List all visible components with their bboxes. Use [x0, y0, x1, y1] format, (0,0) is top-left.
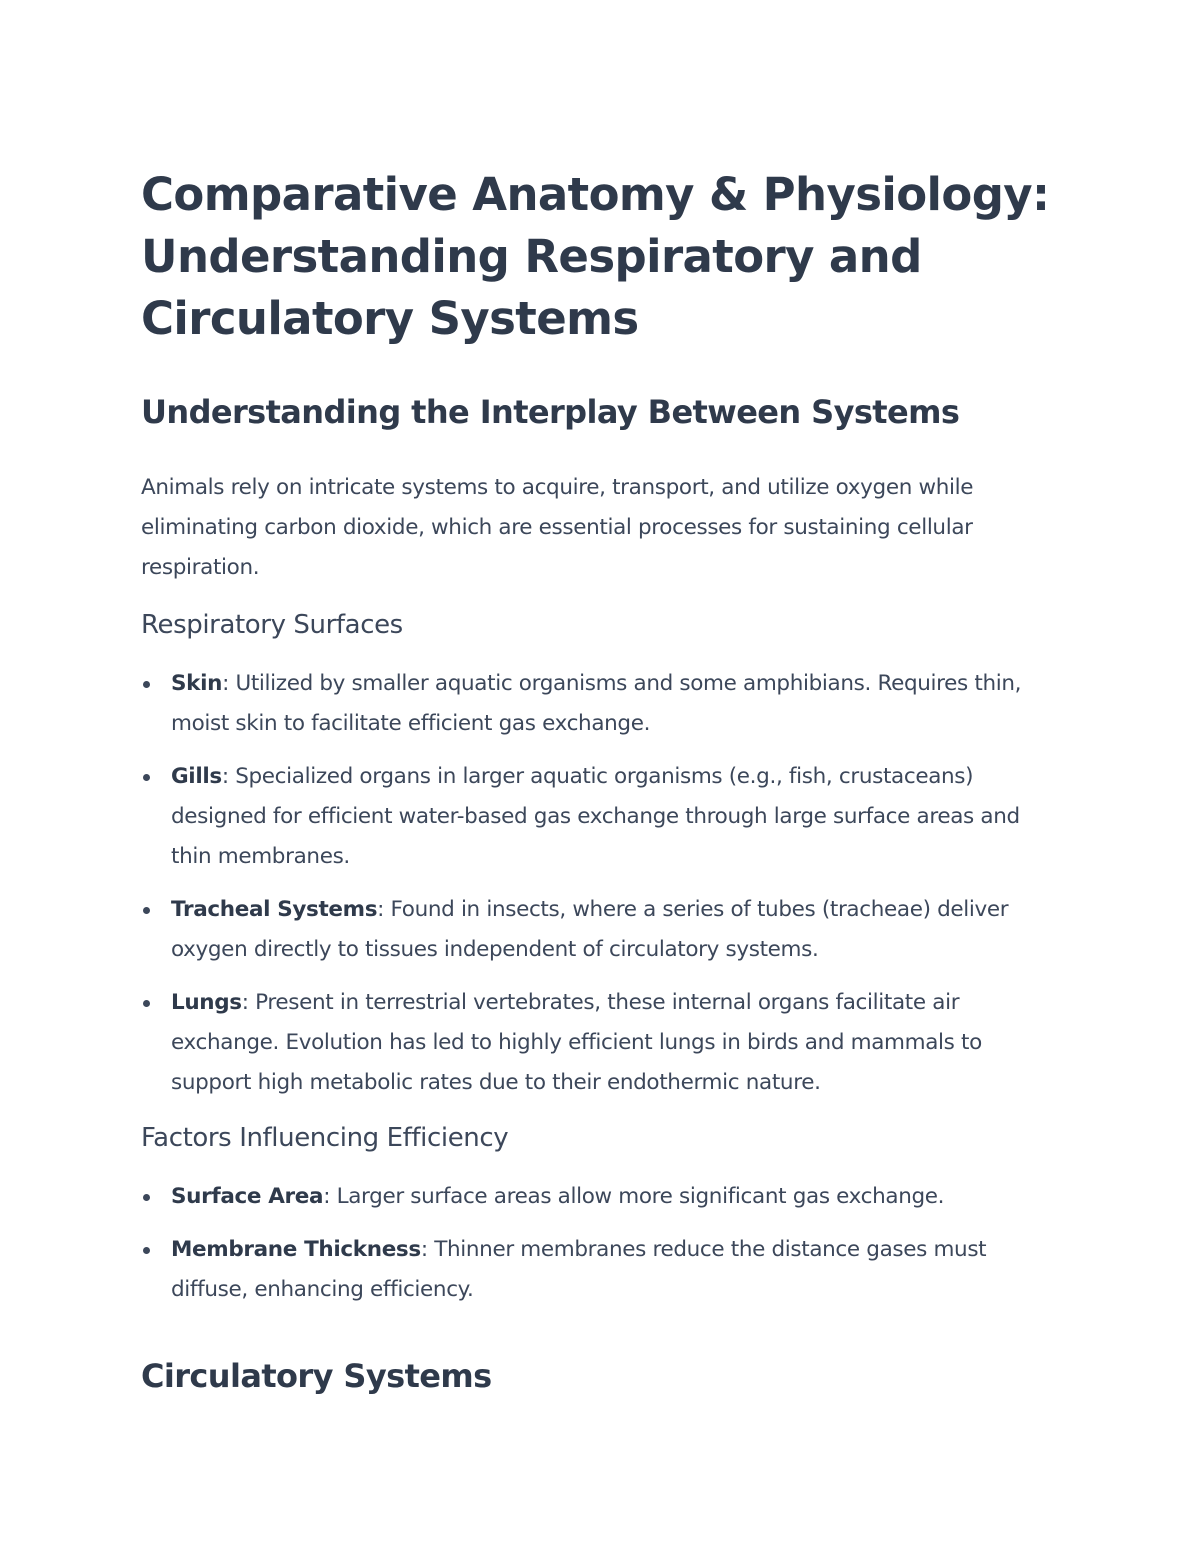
- list-item-text: : Thinner membranes reduce the distance gases must diffuse, enhancing efficiency.: [171, 1237, 987, 1302]
- list-item-term: Lungs: [171, 990, 242, 1015]
- subheading-efficiency-factors: Factors Influencing Efficiency: [141, 1123, 509, 1153]
- bullet-icon: [143, 907, 150, 914]
- list-item-text: : Larger surface areas allow more significant gas exchange.: [323, 1184, 945, 1209]
- list-item-text: : Specialized organs in larger aquatic organisms (e.g., fish, crustaceans) designed for efficient water-based gas exchange through large surface areas and thin membranes.: [171, 764, 1020, 869]
- respiratory-surfaces-list: [141, 664, 1061, 1103]
- subheading-respiratory-surfaces: Respiratory Surfaces: [141, 610, 403, 640]
- intro-paragraph: Animals rely on intricate systems to acquire, transport, and utilize oxygen while eliminating carbon dioxide, which are essential processes for sustaining cellular respiration.: [141, 475, 974, 580]
- list-item-term: Gills: [171, 764, 222, 789]
- list-item: [141, 757, 1061, 877]
- list-item-term: Skin: [171, 671, 223, 696]
- bullet-icon: [143, 681, 150, 688]
- list-item: [141, 1230, 1061, 1310]
- list-item-term: Surface Area: [171, 1184, 324, 1209]
- section-heading-interplay: Understanding the Interplay Between Systems: [141, 393, 960, 431]
- bullet-icon: [143, 1247, 150, 1254]
- bullet-icon: [143, 774, 150, 781]
- section-heading-circulatory: Circulatory Systems: [141, 1357, 492, 1395]
- list-item-text: : Utilized by smaller aquatic organisms and some amphibians. Requires thin, moist skin to facilitate efficient gas exchange.: [171, 671, 1022, 736]
- document-page: [141, 164, 1061, 1396]
- efficiency-factors-list: [141, 1177, 1061, 1310]
- list-item-text: : Found in insects, where a series of tubes (tracheae) deliver oxygen directly to tissues independent of circulatory systems.: [171, 897, 1009, 962]
- list-item: [141, 664, 1061, 744]
- list-item-term: Tracheal Systems: [171, 897, 378, 922]
- list-item: [141, 983, 1061, 1103]
- list-item: [141, 890, 1061, 970]
- list-item-term: Membrane Thickness: [171, 1237, 421, 1262]
- bullet-icon: [143, 1000, 150, 1007]
- document-title: Comparative Anatomy & Physiology: Understanding Respiratory and Circulatory Systems: [141, 168, 1050, 345]
- list-item: [141, 1177, 1061, 1217]
- bullet-icon: [143, 1194, 150, 1201]
- list-item-text: : Present in terrestrial vertebrates, these internal organs facilitate air exchange. Evolution has led to highly efficient lungs in birds and mammals to support high metabolic rates due to their endothermic nature.: [171, 990, 982, 1095]
